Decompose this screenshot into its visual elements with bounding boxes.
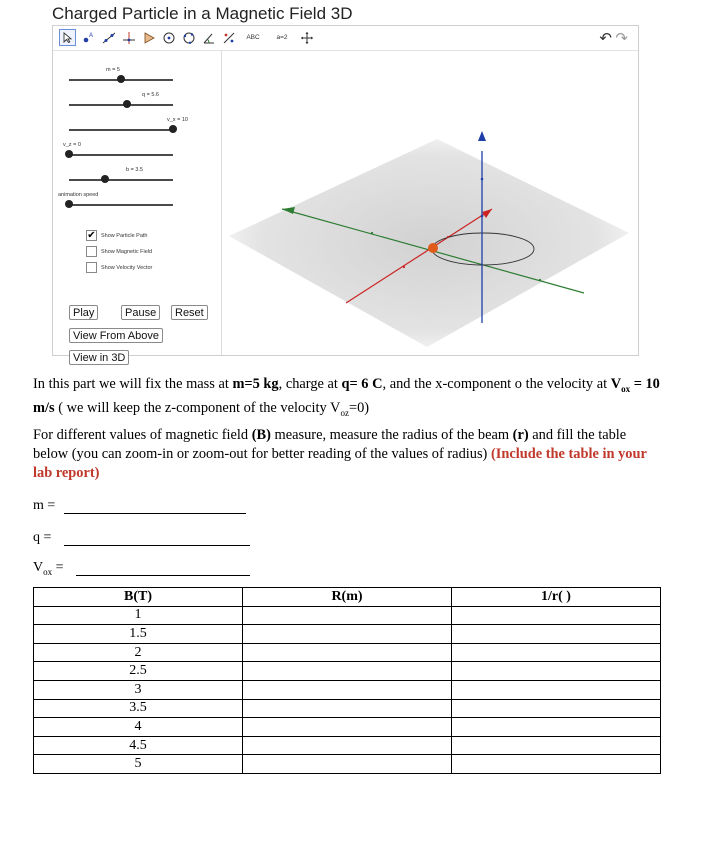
velocity-field-symbol: V (33, 560, 44, 575)
cell-r-value[interactable] (243, 625, 452, 644)
p1-text: =0) (348, 399, 370, 416)
slider-track-b[interactable] (69, 179, 173, 181)
velocity-symbol: V (610, 376, 622, 392)
cell-inv-r-value[interactable] (452, 755, 661, 774)
charge-field-line[interactable] (64, 545, 250, 546)
p1-text: , charge at (278, 376, 342, 392)
checkbox-label: Show Particle Path (101, 232, 148, 239)
view-from-above-button[interactable]: View From Above (69, 328, 163, 343)
cell-r-value[interactable] (243, 643, 452, 662)
cell-r-value[interactable] (243, 662, 452, 681)
slider-knob-b[interactable] (101, 175, 109, 183)
cell-inv-r-value[interactable] (452, 699, 661, 718)
z-axis-arrow (478, 131, 486, 141)
table-row (34, 755, 661, 774)
cell-b-value: 5 (34, 755, 243, 774)
x-tick (403, 266, 405, 268)
slider-knob-q[interactable] (123, 100, 131, 108)
p2-text: For different values of magnetic field (33, 427, 252, 443)
graphics-3d-view[interactable] (222, 51, 638, 355)
cell-inv-r-value[interactable] (452, 736, 661, 755)
slider-knob-vx[interactable] (169, 125, 177, 133)
header-inv-r: 1/r( ) (452, 588, 661, 607)
velocity-subscript: ox (621, 383, 631, 394)
slider-label-q: q = 5.6 (142, 92, 159, 98)
mass-field-label: m = (33, 498, 56, 513)
slider-knob-animation-speed[interactable] (65, 200, 73, 208)
header-b: B(T) (34, 588, 243, 607)
checkbox-show-particle-path[interactable] (86, 230, 147, 241)
view-in-3d-button[interactable]: View in 3D (69, 350, 129, 365)
checkbox-box[interactable] (86, 246, 97, 257)
x-tick (447, 236, 449, 238)
field-symbol: (B) (251, 427, 271, 443)
vz-subscript: oz (340, 407, 349, 418)
table-row (34, 606, 661, 625)
charged-particle[interactable] (428, 243, 438, 253)
circle-3pt-icon[interactable] (180, 29, 197, 46)
perpendicular-icon[interactable] (120, 29, 137, 46)
cell-b-value: 2 (34, 643, 243, 662)
velocity-field-label (33, 560, 64, 577)
velocity-field-eq: = (52, 560, 64, 575)
p2-text: and fill the table below (you can zoom-in or zoom-out for better reading of the values of radius) (33, 427, 627, 462)
circle-icon[interactable] (160, 29, 177, 46)
cell-b-value: 1.5 (34, 625, 243, 644)
toolbar (53, 26, 638, 51)
slider-label-vz: v_z = 0 (63, 142, 81, 148)
checkbox-show-velocity-vector[interactable] (86, 262, 152, 273)
slider-label-m: m = 5 (106, 67, 120, 73)
y-tick (371, 232, 373, 234)
table-row (34, 625, 661, 644)
table-row (34, 643, 661, 662)
cell-inv-r-value[interactable] (452, 606, 661, 625)
move-view-icon[interactable] (298, 29, 315, 46)
xy-plane (229, 139, 629, 347)
slider-track-vz[interactable] (69, 154, 173, 156)
slider-label-animation-speed: animation speed (58, 192, 99, 198)
p1-text: In this part we will fix the mass at (33, 376, 233, 392)
angle-icon[interactable] (200, 29, 217, 46)
cell-r-value[interactable] (243, 755, 452, 774)
cell-b-value: 4.5 (34, 736, 243, 755)
mass-value: m=5 kg (232, 376, 279, 392)
radius-symbol: (r) (512, 427, 529, 443)
arrow-cursor-icon[interactable] (59, 29, 76, 46)
table-body (34, 606, 661, 773)
play-button[interactable]: Play (69, 305, 98, 320)
checkbox-show-magnetic-field[interactable] (86, 246, 152, 257)
slider-track-vx[interactable] (69, 129, 173, 131)
checkbox-label: Show Velocity Vector (101, 264, 153, 271)
slider-knob-vz[interactable] (65, 150, 73, 158)
applet-title: Charged Particle in a Magnetic Field 3D (52, 4, 353, 23)
table-header-row (34, 588, 661, 607)
p2-text: measure, measure the radius of the beam (270, 427, 513, 443)
cell-b-value: 1 (34, 606, 243, 625)
cell-r-value[interactable] (243, 606, 452, 625)
table-row (34, 699, 661, 718)
cell-inv-r-value[interactable] (452, 662, 661, 681)
polygon-icon[interactable] (140, 29, 157, 46)
cell-inv-r-value[interactable] (452, 625, 661, 644)
algebra-panel (53, 51, 222, 364)
slider-label-vx: v_x = 10 (167, 117, 188, 123)
checkbox-box[interactable]: ✔ (87, 229, 96, 241)
header-r: R(m) (243, 588, 452, 607)
checkbox-label: Show Magnetic Field (101, 248, 153, 255)
slider-track-animation-speed[interactable] (69, 204, 173, 206)
data-table (33, 587, 661, 774)
velocity-field-line[interactable] (76, 575, 250, 576)
cell-b-value: 4 (34, 718, 243, 737)
instruction-paragraph-2 (33, 426, 663, 483)
mass-field-line[interactable] (64, 513, 246, 514)
cell-r-value[interactable] (243, 718, 452, 737)
charge-value: q= 6 C (341, 376, 383, 392)
cell-r-value[interactable] (243, 699, 452, 718)
report-note: (Include the table in your lab report) (33, 446, 647, 481)
p1-text: , and the x-component o the velocity at (382, 376, 611, 392)
table-row (34, 718, 661, 737)
cell-b-value: 3.5 (34, 699, 243, 718)
z-tick (481, 178, 484, 181)
reflect-icon[interactable] (220, 29, 237, 46)
velocity-amount: = 10 m/s (33, 376, 660, 416)
redo-icon[interactable]: ↷ (615, 30, 628, 47)
geogebra-applet (52, 25, 639, 364)
pause-button[interactable]: Pause (121, 305, 160, 320)
slider-label-b: b = 3.5 (126, 167, 143, 173)
cell-inv-r-value[interactable] (452, 680, 661, 699)
cell-b-value: 2.5 (34, 662, 243, 681)
reset-button[interactable]: Reset (171, 305, 208, 320)
svg-text:A: A (88, 32, 93, 39)
z-tick (481, 215, 484, 218)
line-icon[interactable] (100, 29, 117, 46)
undo-icon[interactable]: ↶ (599, 30, 612, 47)
slider-icon[interactable]: a=2 (276, 34, 288, 41)
table-row (34, 736, 661, 755)
instruction-paragraph-1 (33, 375, 663, 423)
velocity-field-subscript: ox (43, 566, 53, 577)
slider-knob-m[interactable] (117, 75, 125, 83)
table-row (34, 680, 661, 699)
p1-text: ( we will keep the z-component of the velocity V (54, 399, 341, 416)
y-tick (539, 279, 541, 281)
point-icon[interactable] (79, 29, 96, 46)
cell-b-value: 3 (34, 680, 243, 699)
cell-r-value[interactable] (243, 680, 452, 699)
text-icon[interactable]: ABC (246, 34, 260, 41)
cell-r-value[interactable] (243, 736, 452, 755)
cell-inv-r-value[interactable] (452, 643, 661, 662)
charge-field-label: q = (33, 530, 52, 545)
checkbox-box[interactable] (86, 262, 97, 273)
slider-track-q[interactable] (69, 104, 173, 106)
table-row (34, 662, 661, 681)
cell-inv-r-value[interactable] (452, 718, 661, 737)
